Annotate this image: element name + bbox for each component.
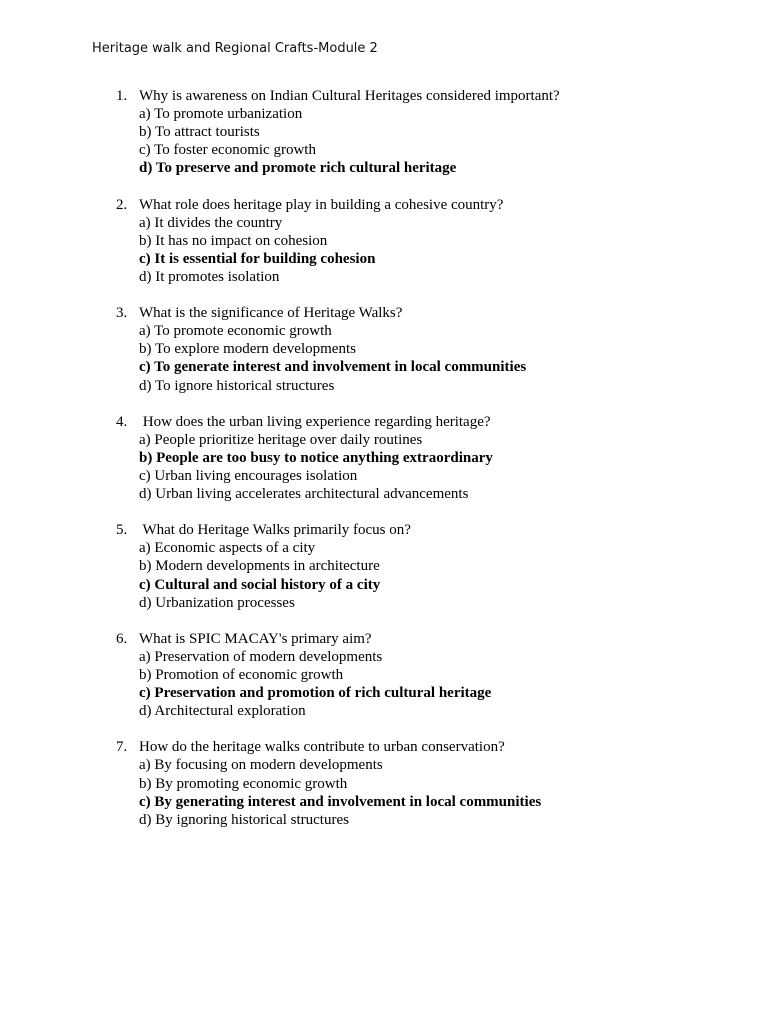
question-number: 7. bbox=[116, 739, 128, 756]
answer-option: a) Preservation of modern developments bbox=[139, 648, 383, 665]
question-6 bbox=[0, 630, 768, 720]
question-number: 4. bbox=[116, 413, 128, 430]
question-number: 5. bbox=[116, 522, 128, 539]
answer-option: a) To promote urbanization bbox=[139, 106, 303, 123]
answer-option: a) It divides the country bbox=[139, 214, 283, 231]
answer-option: b) It has no impact on cohesion bbox=[139, 232, 328, 249]
question-text: Why is awareness on Indian Cultural Heritages considered important? bbox=[139, 88, 560, 104]
question-4 bbox=[0, 413, 768, 503]
answer-option: b) To attract tourists bbox=[139, 124, 260, 141]
answer-option-correct: c) Cultural and social history of a city bbox=[139, 576, 381, 593]
question-row bbox=[0, 87, 768, 105]
answer-option: b) Promotion of economic growth bbox=[139, 667, 344, 683]
question-text: How does the urban living experience regarding heritage? bbox=[139, 413, 491, 430]
question-number: 1. bbox=[116, 88, 128, 104]
question-row bbox=[0, 304, 768, 322]
question-text: What is the significance of Heritage Walks? bbox=[139, 305, 403, 322]
question-text: What role does heritage play in building a cohesive country? bbox=[139, 196, 504, 213]
page-header: Heritage walk and Regional Crafts-Module 2 bbox=[92, 41, 378, 56]
question-row bbox=[0, 521, 768, 539]
answer-option: a) People prioritize heritage over daily routines bbox=[139, 431, 423, 448]
answer-option: d) By ignoring historical structures bbox=[139, 811, 349, 828]
answer-option: d) Urban living accelerates architectural advancements bbox=[139, 486, 469, 503]
answer-option: d) It promotes isolation bbox=[139, 268, 280, 285]
answer-option: d) To ignore historical structures bbox=[139, 377, 335, 394]
question-text: What is SPIC MACAY's primary aim? bbox=[139, 630, 372, 647]
question-text: What do Heritage Walks primarily focus on? bbox=[139, 522, 411, 539]
question-row bbox=[0, 413, 768, 431]
answer-option: a) Economic aspects of a city bbox=[139, 540, 316, 557]
answer-option: b) By promoting economic growth bbox=[139, 775, 348, 792]
answer-option: d) Urbanization processes bbox=[139, 594, 295, 611]
question-2 bbox=[0, 196, 768, 286]
answer-option-correct: c) To generate interest and involvement in local communities bbox=[139, 359, 527, 376]
answer-option: a) To promote economic growth bbox=[139, 323, 332, 340]
answer-option: c) To foster economic growth bbox=[139, 142, 316, 159]
answer-option-correct: d) To preserve and promote rich cultural heritage bbox=[139, 160, 457, 177]
answer-option: d) Architectural exploration bbox=[139, 703, 306, 720]
answer-option-correct: b) People are too busy to notice anything extraordinary bbox=[139, 449, 493, 466]
question-row bbox=[0, 196, 768, 214]
question-3 bbox=[0, 304, 768, 394]
answer-option: c) Urban living encourages isolation bbox=[139, 467, 358, 484]
question-row bbox=[0, 738, 768, 756]
answer-option-correct: c) By generating interest and involvement in local communities bbox=[139, 793, 542, 810]
question-row bbox=[0, 630, 768, 648]
answer-option: b) Modern developments in architecture bbox=[139, 558, 380, 575]
question-number: 6. bbox=[116, 630, 128, 647]
question-list bbox=[0, 87, 768, 847]
question-number: 3. bbox=[116, 305, 128, 322]
answer-option-correct: c) Preservation and promotion of rich cultural heritage bbox=[139, 685, 492, 702]
question-1 bbox=[0, 87, 768, 177]
question-number: 2. bbox=[116, 196, 128, 213]
question-5 bbox=[0, 521, 768, 611]
answer-option: a) By focusing on modern developments bbox=[139, 757, 383, 774]
question-text: How do the heritage walks contribute to urban conservation? bbox=[139, 739, 505, 756]
answer-option-correct: c) It is essential for building cohesion bbox=[139, 250, 376, 267]
answer-option: b) To explore modern developments bbox=[139, 341, 356, 358]
question-7 bbox=[0, 738, 768, 828]
